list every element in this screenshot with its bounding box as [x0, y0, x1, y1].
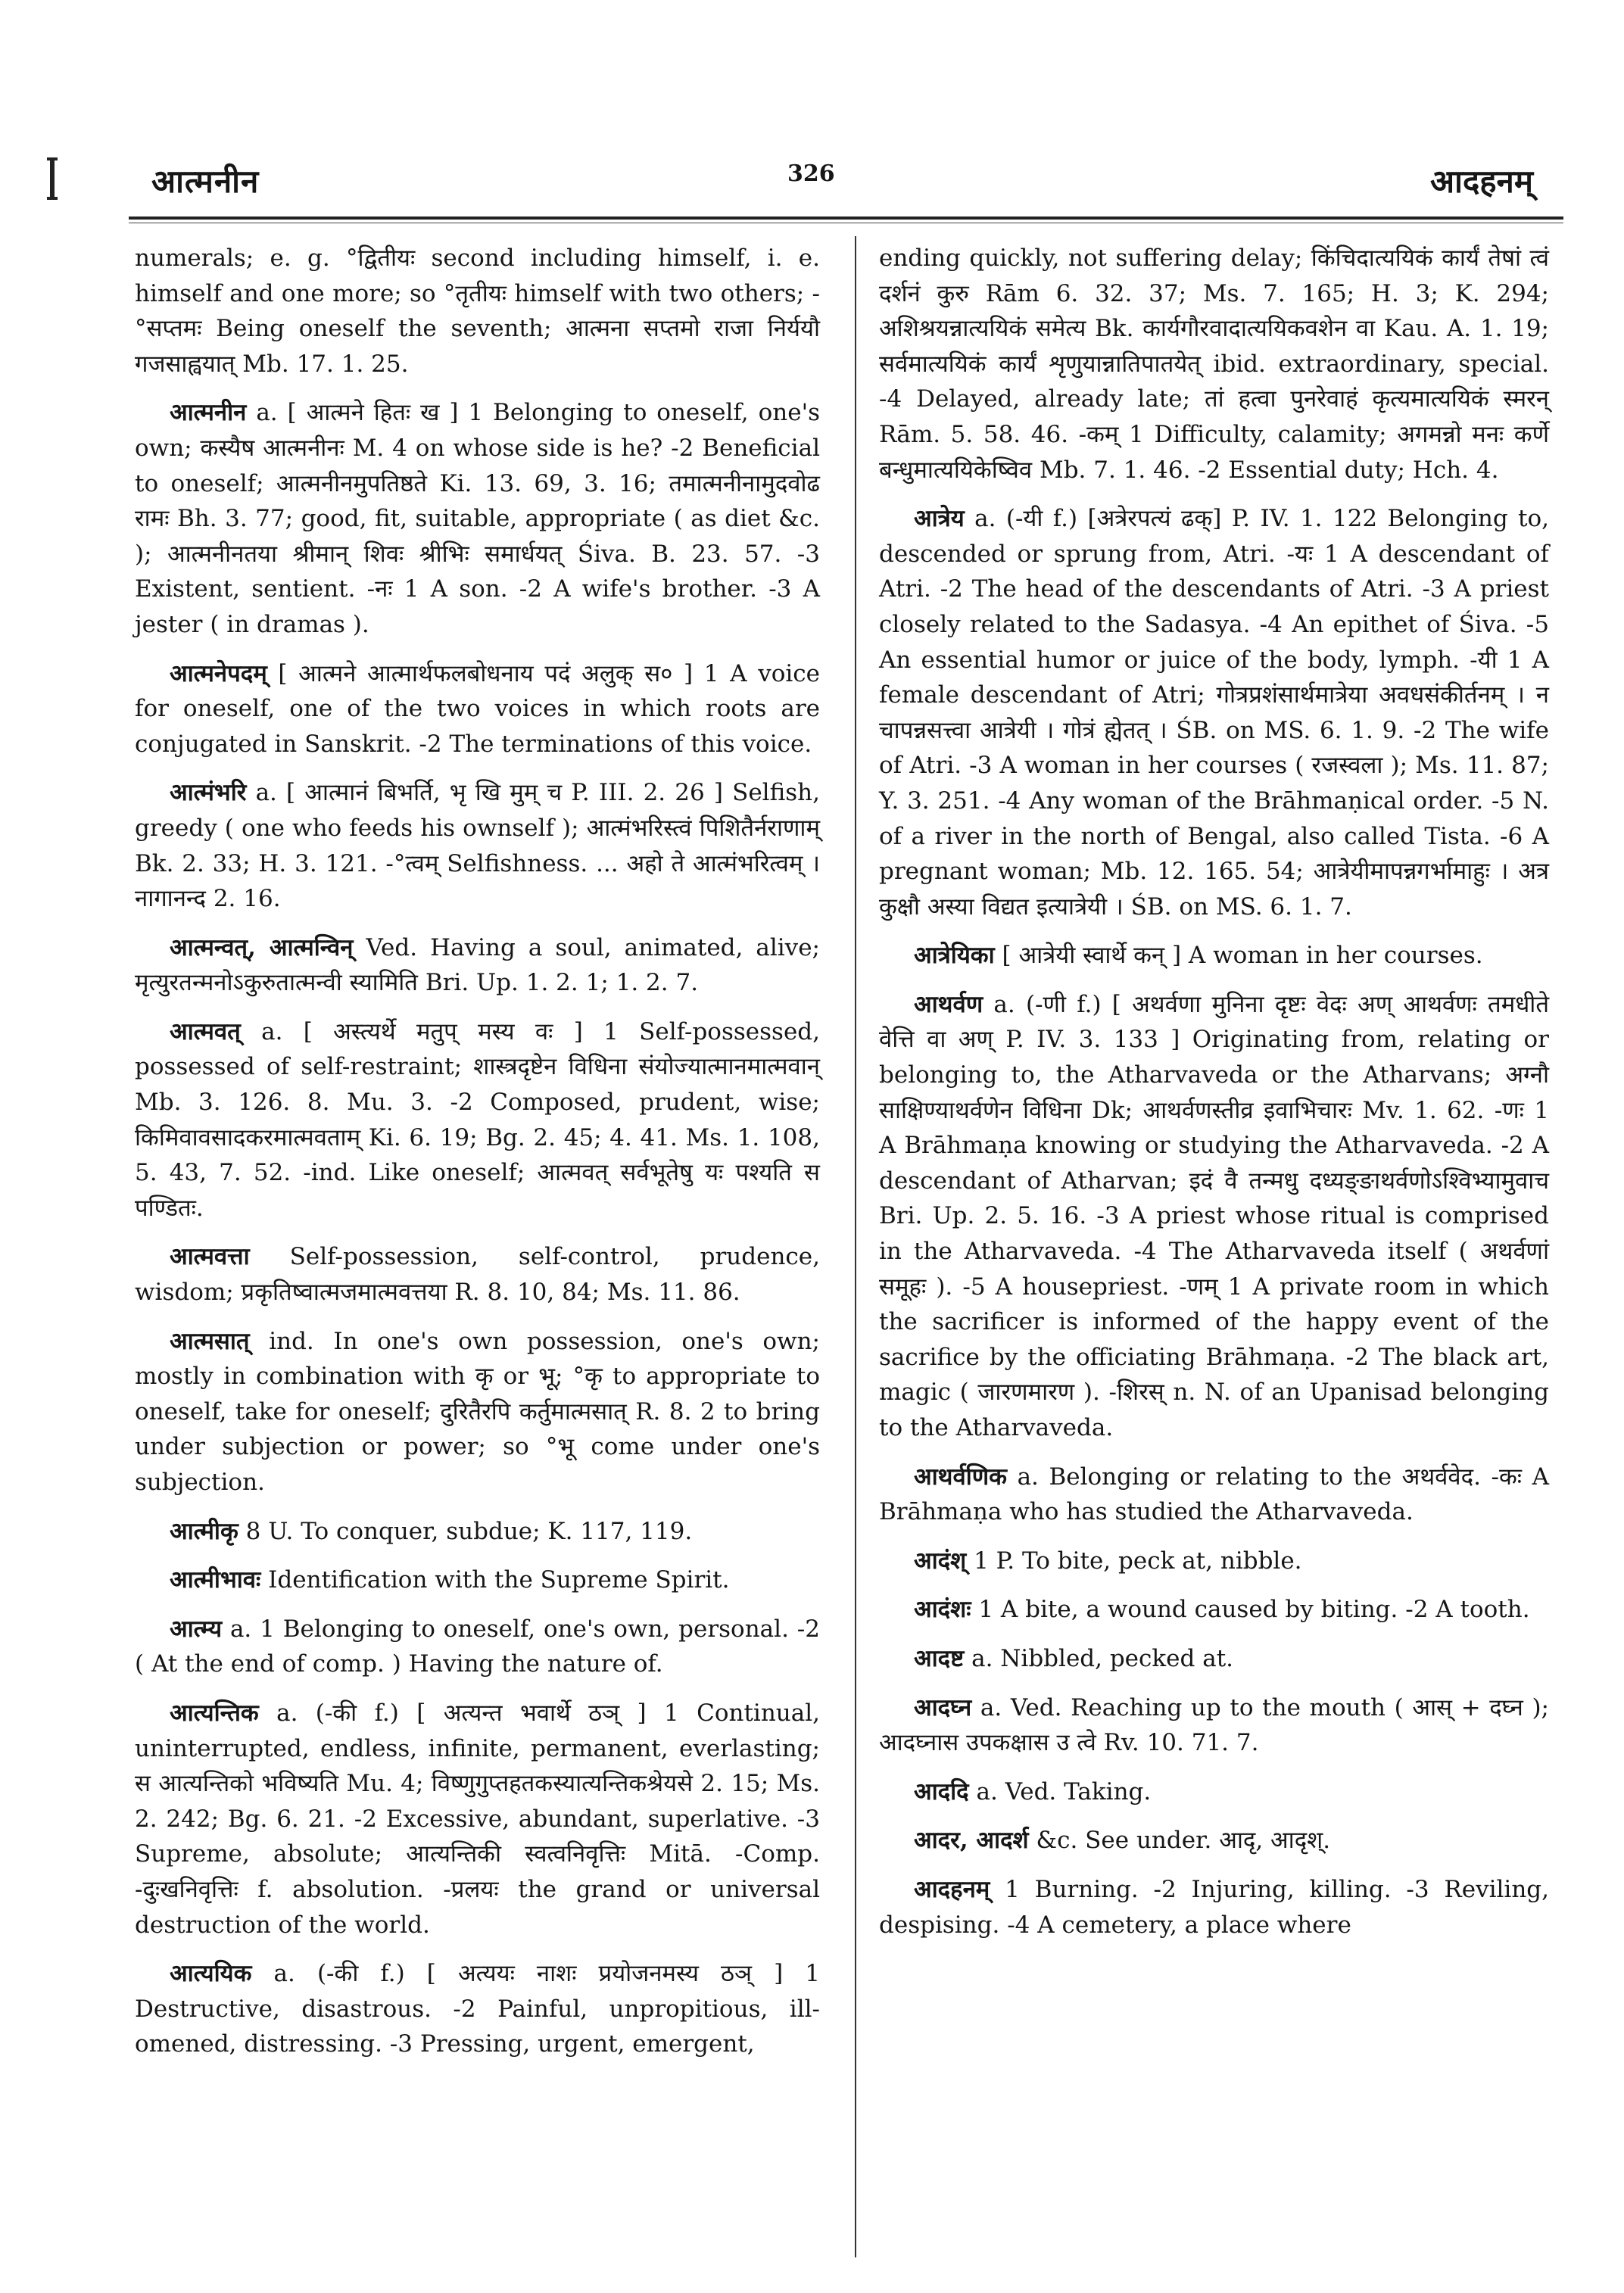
entry-headword: आत्म्य	[170, 1615, 223, 1643]
entry-text: a. (-यी f.) [अत्रेरपत्यं ढक्] P. IV. 1. 122 Belonging to, descended or sprung from, Atri. -यः 1 A descendant of Atri. -2 The head of the descendants of Atri. -3 A priest closely related to the Sadasya. -4 An epithet of Śiva. -5 An essential humor or juice of the body, lymph. -यी 1 A female descendant of Atri; गोत्रप्रशंसार्थमात्रेया अवधसंकीर्तनम् । न चापन्नसत्त्वा आत्रेयी । गोत्रं ह्येतत् । ŚB. on MS. 6. 1. 9. -2 The wife of Atri. -3 A woman in her courses ( रजस्वला ); Ms. 11. 87; Y. 3. 251. -4 Any woman of the Brāhmaṇical order. -5 N. of a river in the north of Bengal, also called Tista. -6 A pregnant woman; Mb. 12. 165. 54; आत्रेयीमापन्नगर्भामाहुः । अत्र कुक्षौ अस्या विद्यत इत्यात्रेयी । ŚB. on MS. 6. 1. 7.	[879, 505, 1550, 921]
right-column	[879, 241, 1549, 1956]
dictionary-entry	[135, 775, 820, 916]
entry-headword: आदहनम्	[914, 1875, 990, 1903]
entry-text: a. (-की f.) [ अत्यन्त भवार्थे ठञ् ] 1 Continual, uninterrupted, endless, infinite, permanent, everlasting; स आत्यन्तिको भविष्यति Mu. 4; विष्णुगुप्तहतकस्यात्यन्तिकश्रेयसे 2. 15; Ms. 2. 242; Bg. 6. 21. -2 Excessive, abundant, superlative. -3 Supreme, absolute; आत्यन्तिकी स्वत्वनिवृत्तिः Mitā. -Comp. -दुःखनिवृत्तिः f. absolution. -प्रलयः the grand or universal destruction of the world.	[135, 1699, 821, 1939]
entry-text: a. Ved. Taking.	[976, 1777, 1152, 1805]
entry-headword: आत्मीभावः	[170, 1566, 261, 1594]
entry-headword: आदर, आदर्श	[914, 1827, 1029, 1855]
dictionary-entry	[879, 501, 1549, 924]
entry-headword: आदंश्	[914, 1547, 967, 1575]
running-head-right: आदहनम्	[1430, 163, 1533, 200]
entry-headword: आत्मंभरि	[170, 779, 247, 807]
dictionary-entry	[879, 1544, 1549, 1579]
entry-text: [ आत्मने आत्मार्थफलबोधनाय पदं अलुक् स० ] 1 A voice for oneself, one of the two voices in which roots are conjugated in Sanskrit. -2 The terminations of this voice.	[135, 659, 820, 758]
entry-text: [ आत्रेयी स्वार्थे कन् ] A woman in her courses.	[1002, 942, 1483, 970]
dictionary-entry	[879, 241, 1549, 488]
dictionary-entry	[135, 1514, 820, 1550]
dictionary-entry	[879, 987, 1549, 1446]
entry-text: 1 Burning. -2 Injuring, killing. -3 Reviling, despising. -4 A cemetery, a place where	[879, 1875, 1550, 1939]
dictionary-entry	[879, 1872, 1549, 1943]
dictionary-entry	[879, 1592, 1549, 1628]
dictionary-entry	[879, 1690, 1549, 1761]
dictionary-entry	[135, 1696, 820, 1943]
entry-headword: आत्मवत्	[170, 1017, 241, 1045]
page-number: 326	[787, 160, 835, 187]
dictionary-entry	[135, 1956, 820, 2062]
dictionary-entry	[135, 1324, 820, 1500]
entry-headword: आथर्वण	[914, 990, 983, 1018]
entry-text: ending quickly, not suffering delay; किंचिदात्ययिकं कार्यं तेषां त्वं दर्शनं कुरु Rām 6. 32. 37; Ms. 7. 165; H. 3; K. 294; अशिश्रयन्नात्ययिकं समेत्य Bk. कार्यगौरवादात्ययिकवशेन वा Kau. A. 1. 19; सर्वमात्ययिकं कार्यं शृणुयान्नातिपातयेत् ibid. extraordinary, special. -4 Delayed, already late; तां हत्वा पुनरेवाहं कृत्यमात्ययिकं स्मरन् Rām. 5. 58. 46. -कम् 1 Difficulty, calamity; अगमन्नो मनः कर्णे बन्धुमात्ययिकेष्विव Mb. 7. 1. 46. -2 Essential duty; Hch. 4.	[879, 245, 1549, 484]
dictionary-entry	[135, 930, 820, 1001]
entry-headword: आत्यन्तिक	[170, 1699, 259, 1727]
entry-text: a. Belonging or relating to the अथर्ववेद. -कः A Brāhmaṇa who has studied the Atharvaveda.	[879, 1463, 1550, 1526]
entry-text: a. [ अस्त्यर्थे मतुप् मस्य वः ] 1 Self-possessed, possessed of self-restraint; शास्त्रदृष्टेन विधिना संयोज्यात्मानमात्मवान् Mb. 3. 126. 8. Mu. 3. -2 Composed, prudent, wise; किमिवावसादकरमात्मवताम् Ki. 6. 19; Bg. 2. 45; 4. 41. Ms. 1. 108, 5. 43, 7. 52. -ind. Like oneself; आत्मवत् सर्वभूतेषु यः पश्यति स पण्डितः.	[135, 1017, 820, 1222]
entry-text: a. Ved. Reaching up to the mouth ( आस् + दघ्न ); आदघ्नास उपकक्षास उ त्वे Rv. 10. 71. 7.	[879, 1693, 1549, 1757]
header-rule	[129, 217, 1563, 220]
entry-headword: आत्मवत्ता	[170, 1243, 250, 1271]
left-column	[135, 241, 820, 2076]
entry-text: a. Nibbled, pecked at.	[971, 1644, 1234, 1672]
entry-headword: आददि	[914, 1777, 969, 1805]
entry-headword: आत्ययिक	[170, 1960, 252, 1988]
entry-headword: आदंशः	[914, 1596, 971, 1624]
entry-text: a. [ आत्मने हितः ख ] 1 Belonging to oneself, one's own; कस्यैष आत्मनीनः M. 4 on whose side is he? -2 Beneficial to oneself; आत्मनीनमुपतिष्ठते Ki. 13. 69, 3. 16; तमात्मनीनामुदवोढ रामः Bh. 3. 77; good, fit, suitable, appropriate ( as diet &c. ); आत्मनीनतया श्रीमान् शिवः श्रीभिः समार्धयत् Śiva. B. 23. 57. -3 Existent, sentient. -नः 1 A son. -2 A wife's brother. -3 A jester ( in dramas ).	[135, 399, 821, 638]
dictionary-entry	[879, 1460, 1549, 1530]
entry-text: Ved. Having a soul, animated, alive; मृत्युरतन्मनोऽकुरुतात्मन्वी स्यामिति Bri. Up. 1. 2. 1; 1. 2. 7.	[135, 933, 820, 997]
entry-text: a. [ आत्मानं बिभर्ति, भृ खि मुम् च P. III. 2. 26 ] Selfish, greedy ( one who feeds his ownself ); आत्मंभरिस्त्वं पिशितैर्नराणाम् Bk. 2. 33; H. 3. 121. -°त्वम् Selfishness. ... अहो ते आत्मंभरित्वम् । नागानन्द 2. 16.	[135, 779, 820, 913]
entry-text: a. (-की f.) [ अत्ययः नाशः प्रयोजनमस्य ठञ् ] 1 Destructive, disastrous. -2 Painful, unpropitious, ill-omened, distressing. -3 Pressing, urgent, emergent,	[135, 1960, 821, 2058]
entry-text: numerals; e. g. °द्वितीयः second including himself, i. e. himself and one more; so °तृतीयः himself with two others; -°सप्तमः Being oneself the seventh; आत्मना सप्तमो राजा निर्ययौ गजसाह्वयात् Mb. 17. 1. 25.	[135, 245, 820, 378]
dictionary-entry	[135, 656, 820, 762]
entry-headword: आत्मनीन	[170, 399, 247, 427]
column-divider	[855, 236, 856, 2257]
entry-headword: आत्मन्वत्, आत्मन्विन्	[170, 933, 354, 961]
dictionary-entry	[135, 1612, 820, 1682]
entry-text: a. (-णी f.) [ अथर्वणा मुनिना दृष्टः वेदः अण् आथर्वणः तमधीते वेत्ति वा अण् P. IV. 3. 133 ] Originating from, relating or belonging to, the Atharvaveda or the Atharvans; अग्नौ साक्षिण्याथर्वणेन विधिना Dk; आथर्वणस्तीव्र इवाभिचारः Mv. 1. 62. -णः 1 A Brāhmaṇa knowing or studying the Atharvaveda. -2 A descendant of Atharvan; इदं वै तन्मधु दध्यङ्ङाथर्वणोऽश्विभ्यामुवाच Bri. Up. 2. 5. 16. -3 A priest whose ritual is comprised in the Atharvaveda. -4 The Atharvaveda itself ( अथर्वणां समूहः ). -5 A housepriest. -णम् 1 A private room in which the sacrificer is informed of the happy event of the sacrifice by the officiating Brāhmaṇa. -2 The black art, magic ( जारणमारण ). -शिरस् n. N. of an Upanisad belonging to the Atharvaveda.	[879, 990, 1549, 1441]
entry-text: 1 P. To bite, peck at, nibble.	[974, 1547, 1302, 1575]
dictionary-entry	[879, 938, 1549, 974]
page-edge-mark	[47, 157, 58, 200]
entry-text: &c. See under. आदृ, आदृश्.	[1036, 1827, 1331, 1855]
entry-headword: आत्मनेपदम्	[170, 659, 267, 687]
entry-headword: आत्रेय	[914, 505, 965, 533]
dictionary-entry	[135, 241, 820, 382]
entry-text: 8 U. To conquer, subdue; K. 117, 119.	[245, 1517, 693, 1545]
entry-text: Identification with the Supreme Spirit.	[268, 1566, 730, 1594]
dictionary-entry	[135, 1562, 820, 1598]
dictionary-entry	[879, 1774, 1549, 1810]
dictionary-entry	[135, 1014, 820, 1226]
dictionary-entry	[135, 395, 820, 642]
entry-text: a. 1 Belonging to oneself, one's own, personal. -2 ( At the end of comp. ) Having the nature of.	[135, 1615, 820, 1678]
entry-text: ind. In one's own possession, one's own; mostly in combination with कृ or भू; °कृ to appropriate to oneself, take for oneself; दुरितैरपि कर्तुमात्मसात् R. 8. 2 to bring under subjection or power; so °भू come under one's subjection.	[135, 1327, 820, 1496]
entry-text: 1 A bite, a wound caused by biting. -2 A tooth.	[978, 1596, 1530, 1624]
running-head-left: आत्मनीन	[151, 163, 260, 200]
entry-headword: आदष्ट	[914, 1644, 965, 1672]
dictionary-entry	[879, 1823, 1549, 1858]
entry-headword: आदघ्न	[914, 1693, 972, 1721]
entry-text: Self-possession, self-control, prudence, wisdom; प्रकृतिष्वात्मजमात्मवत्तया R. 8. 10, 84; Ms. 11. 86.	[135, 1243, 820, 1307]
entry-headword: आत्मीकृ	[170, 1517, 238, 1545]
entry-headword: आत्मसात्	[170, 1327, 250, 1355]
entry-headword: आथर्वणिक	[914, 1463, 1007, 1491]
dictionary-entry	[879, 1641, 1549, 1677]
dictionary-entry	[135, 1239, 820, 1310]
entry-headword: आत्रेयिका	[914, 942, 995, 970]
